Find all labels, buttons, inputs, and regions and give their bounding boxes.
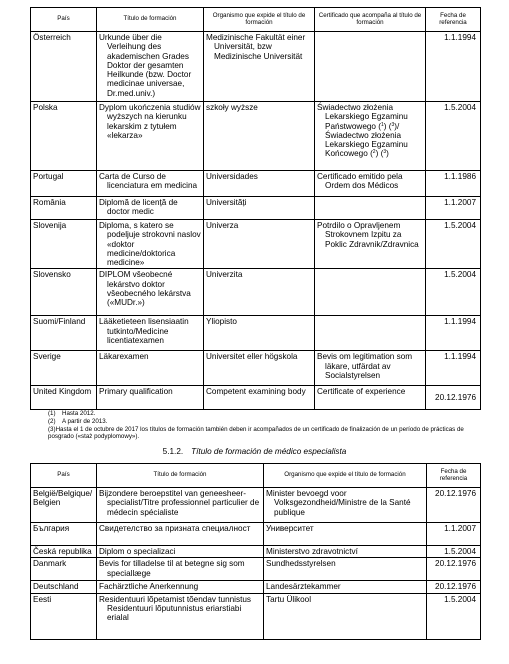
footnote-ref: 3 [391,121,395,128]
certificate-cell [315,197,426,220]
title-text: Dyplom ukończenia studiów wyższych na kierunku lekarskim z tytułem «lekarza» [99,103,201,140]
title-cell [97,269,204,316]
date-cell: 1.1.1994 [426,32,481,102]
country-cell: Suomi/Finland [31,316,97,351]
issuing-body-cell [204,32,315,102]
table-header-row [31,8,481,32]
header-title: Título de formación [97,464,264,488]
issuing-body-cell: Tartu Ülikool [264,593,427,639]
issuing-body-cell: Univerzita [204,269,315,316]
certificate-cell [315,351,426,386]
footnote-text: Hasta el 1 de octubre de 2017 los títulos de formación también deben ir acompañados de un certificado de finalización de un período de prácticas de posgrado («staż podyplomowy»). [48,425,464,441]
table-row [31,102,481,171]
issuing-body-cell: Universidades [204,171,315,197]
issuing-body-cell: Landesärztekammer [264,581,427,593]
cert-text-part: ) ( [375,149,384,159]
issuing-body-cell [264,488,427,523]
date-cell: 20.12.1976 [427,488,481,523]
date-cell: 1.5.2004 [427,546,481,558]
certificate-cell: Certificate of experience [315,386,426,410]
title-text: Bevis for tilladelse til at betegne sig som speciallæge [99,559,245,578]
table-row [31,523,481,546]
section-heading [0,447,509,456]
certificate-text: Bevis om legitimation som läkare, utfärdat av Socialstyrelsen [317,352,413,380]
section-title: Título de formación de médico especialista [191,447,347,456]
title-cell [97,488,264,523]
footnote [48,410,468,418]
footnote-text: Hasta 2012. [62,410,96,417]
date-cell: 1.1.2007 [426,197,481,220]
certificate-cell [315,102,426,171]
certificate-text [317,103,423,159]
issuing-body-text: Medizinische Fakultät einer Universität, bzw Medizinische Universität [206,33,306,61]
cert-text-part: ) ( [383,121,392,131]
title-text: Bijzondere beroepstitel van geneesheer-specialist/Titre professionnel particulier de médecin spécialiste [99,489,260,517]
date-cell: 1.5.2004 [426,102,481,171]
date-cell: 20.12.1976 [427,581,481,593]
footnote-text: A partir de 2013. [62,417,108,425]
table-row [31,488,481,523]
issuing-body-cell: Sundhedsstyrelsen [264,558,427,581]
footnotes [48,410,468,441]
table-row [31,351,481,386]
title-cell: Diplom o specializaci [97,546,264,558]
title-cell [97,32,204,102]
cert-text-part: )/Świadectwo złożenia Lekarskiego Egzaminu Końcowego ( [325,121,408,159]
certificate-cell [315,220,426,269]
footnote-number: (1) [48,410,56,417]
country-cell: Eesti [31,593,97,639]
country-cell: United Kingdom [31,386,97,410]
title-text: Urkunde über die Verleihung des akademischen Grades Doktor der gesamten Heilkunde (bzw. Doctor medicinae universae, Dr.med.univ.) [99,33,192,98]
country-cell: Danmark [31,558,97,581]
date-cell: 1.1.1986 [426,171,481,197]
country-cell: Sverige [31,351,97,386]
date-cell: 1.5.2004 [427,593,481,639]
footnote [48,418,468,426]
title-cell [97,171,204,197]
issuing-body-cell: Universitet eller högskola [204,351,315,386]
specialist-qualifications-table [30,463,481,640]
table-header-row [31,464,481,488]
country-cell: Deutschland [31,581,97,593]
header-issuing-body: Organismo que expide el título de formación [204,8,315,32]
cert-text-part: Świadectwo złożenia Lekarskiego Egzaminu Państwowego ( [317,103,408,131]
title-cell [97,558,264,581]
header-issuing-body: Organismo que expide el título de formación [264,464,427,488]
table-row [31,386,481,410]
title-text: Carta de Curso de licenciatura em medicina [99,172,198,191]
date-cell: 1.1.1994 [426,316,481,351]
header-country: País [31,464,97,488]
section-number: 5.1.2. [162,447,184,456]
country-cell: Slovensko [31,269,97,316]
footnote-number: (3) [48,425,56,433]
header-certificate: Certificado que acompaña al título de formación [315,8,426,32]
issuing-body-text: Competent examining body [206,387,306,397]
title-text: Diploma, s katero se podeljuje strokovni naslov «doktor medicine/doktorica medicine» [99,221,201,268]
footnote-number: (2) [48,417,56,425]
country-cell: Slovenija [31,220,97,269]
date-cell: 1.1.1994 [426,351,481,386]
table-row [31,197,481,220]
title-cell [97,593,264,639]
country-cell: Polska [31,102,97,171]
table-row [31,581,481,593]
table-row [31,558,481,581]
footnote-ref: 3 [383,149,387,156]
issuing-body-cell: Univerza [204,220,315,269]
table-row [31,593,481,639]
table-row [31,171,481,197]
qualifications-table [30,7,481,410]
country-cell: България [31,523,97,546]
title-text: Residentuuri lõpetamist tõendav tunnistus Residentuuri lõputunnistus eriarstiabi erialal [99,594,252,623]
title-cell [97,316,204,351]
title-text: Diplomă de licență de doctor medic [99,198,178,217]
table-row [31,316,481,351]
date-cell: 1.1.2007 [427,523,481,546]
issuing-body-text: Minister bevoegd voor Volksgezondheid/Ministre de la Santé publique [266,489,411,517]
footnote-ref: 1 [380,121,384,128]
cert-text-part: ) [386,149,389,159]
date-cell: 1.5.2004 [426,269,481,316]
title-cell [97,220,204,269]
title-cell [97,102,204,171]
header-country: País [31,8,97,32]
header-reference-date: Fecha de referencia [427,464,481,488]
country-cell: România [31,197,97,220]
title-cell [97,197,204,220]
table-row [31,546,481,558]
certificate-text: Potrdilo o Opravljenem Strokovnem Izpitu za Poklic Zdravnik/Zdravnica [317,221,419,249]
issuing-body-cell: Ministerstvo zdravotnictví [264,546,427,558]
title-cell: Primary qualification [97,386,204,410]
certificate-cell [315,171,426,197]
country-cell: België/Belgique/ Belgien [31,488,97,523]
title-cell: Läkarexamen [97,351,204,386]
title-cell [97,523,264,546]
country-cell: Österreich [31,32,97,102]
footnote [48,426,468,442]
issuing-body-cell: Университет [264,523,427,546]
title-text: Свидетелство за призната специалност [99,524,251,533]
country-cell: Portugal [31,171,97,197]
date-cell: 1.5.2004 [426,220,481,269]
issuing-body-cell: szkoły wyższe [204,102,315,171]
title-text: Lääketieteen lisensiaatin tutkinto/Medicine licentiatexamen [99,317,189,345]
issuing-body-cell: Universități [204,197,315,220]
certificate-cell [315,316,426,351]
date-cell: 20.12.1976 [426,386,481,410]
footnote-ref: 2 [372,149,376,156]
issuing-body-cell: Yliopisto [204,316,315,351]
title-text: DIPLOM všeobecné lekárstvo doktor všeobecného lekárstva («MUDr.») [99,270,191,308]
header-title: Título de formación [97,8,204,32]
certificate-cell [315,269,426,316]
title-cell: Fachärztliche Anerkennung [97,581,264,593]
date-cell: 20.12.1976 [427,558,481,581]
country-cell: Česká republika [31,546,97,558]
certificate-cell [315,32,426,102]
table-row [31,220,481,269]
table-row [31,269,481,316]
issuing-body-cell [204,386,315,410]
table-row [31,32,481,102]
header-reference-date: Fecha de referencia [426,8,481,32]
certificate-text: Certificado emitido pela Ordem dos Médicos [317,172,403,191]
